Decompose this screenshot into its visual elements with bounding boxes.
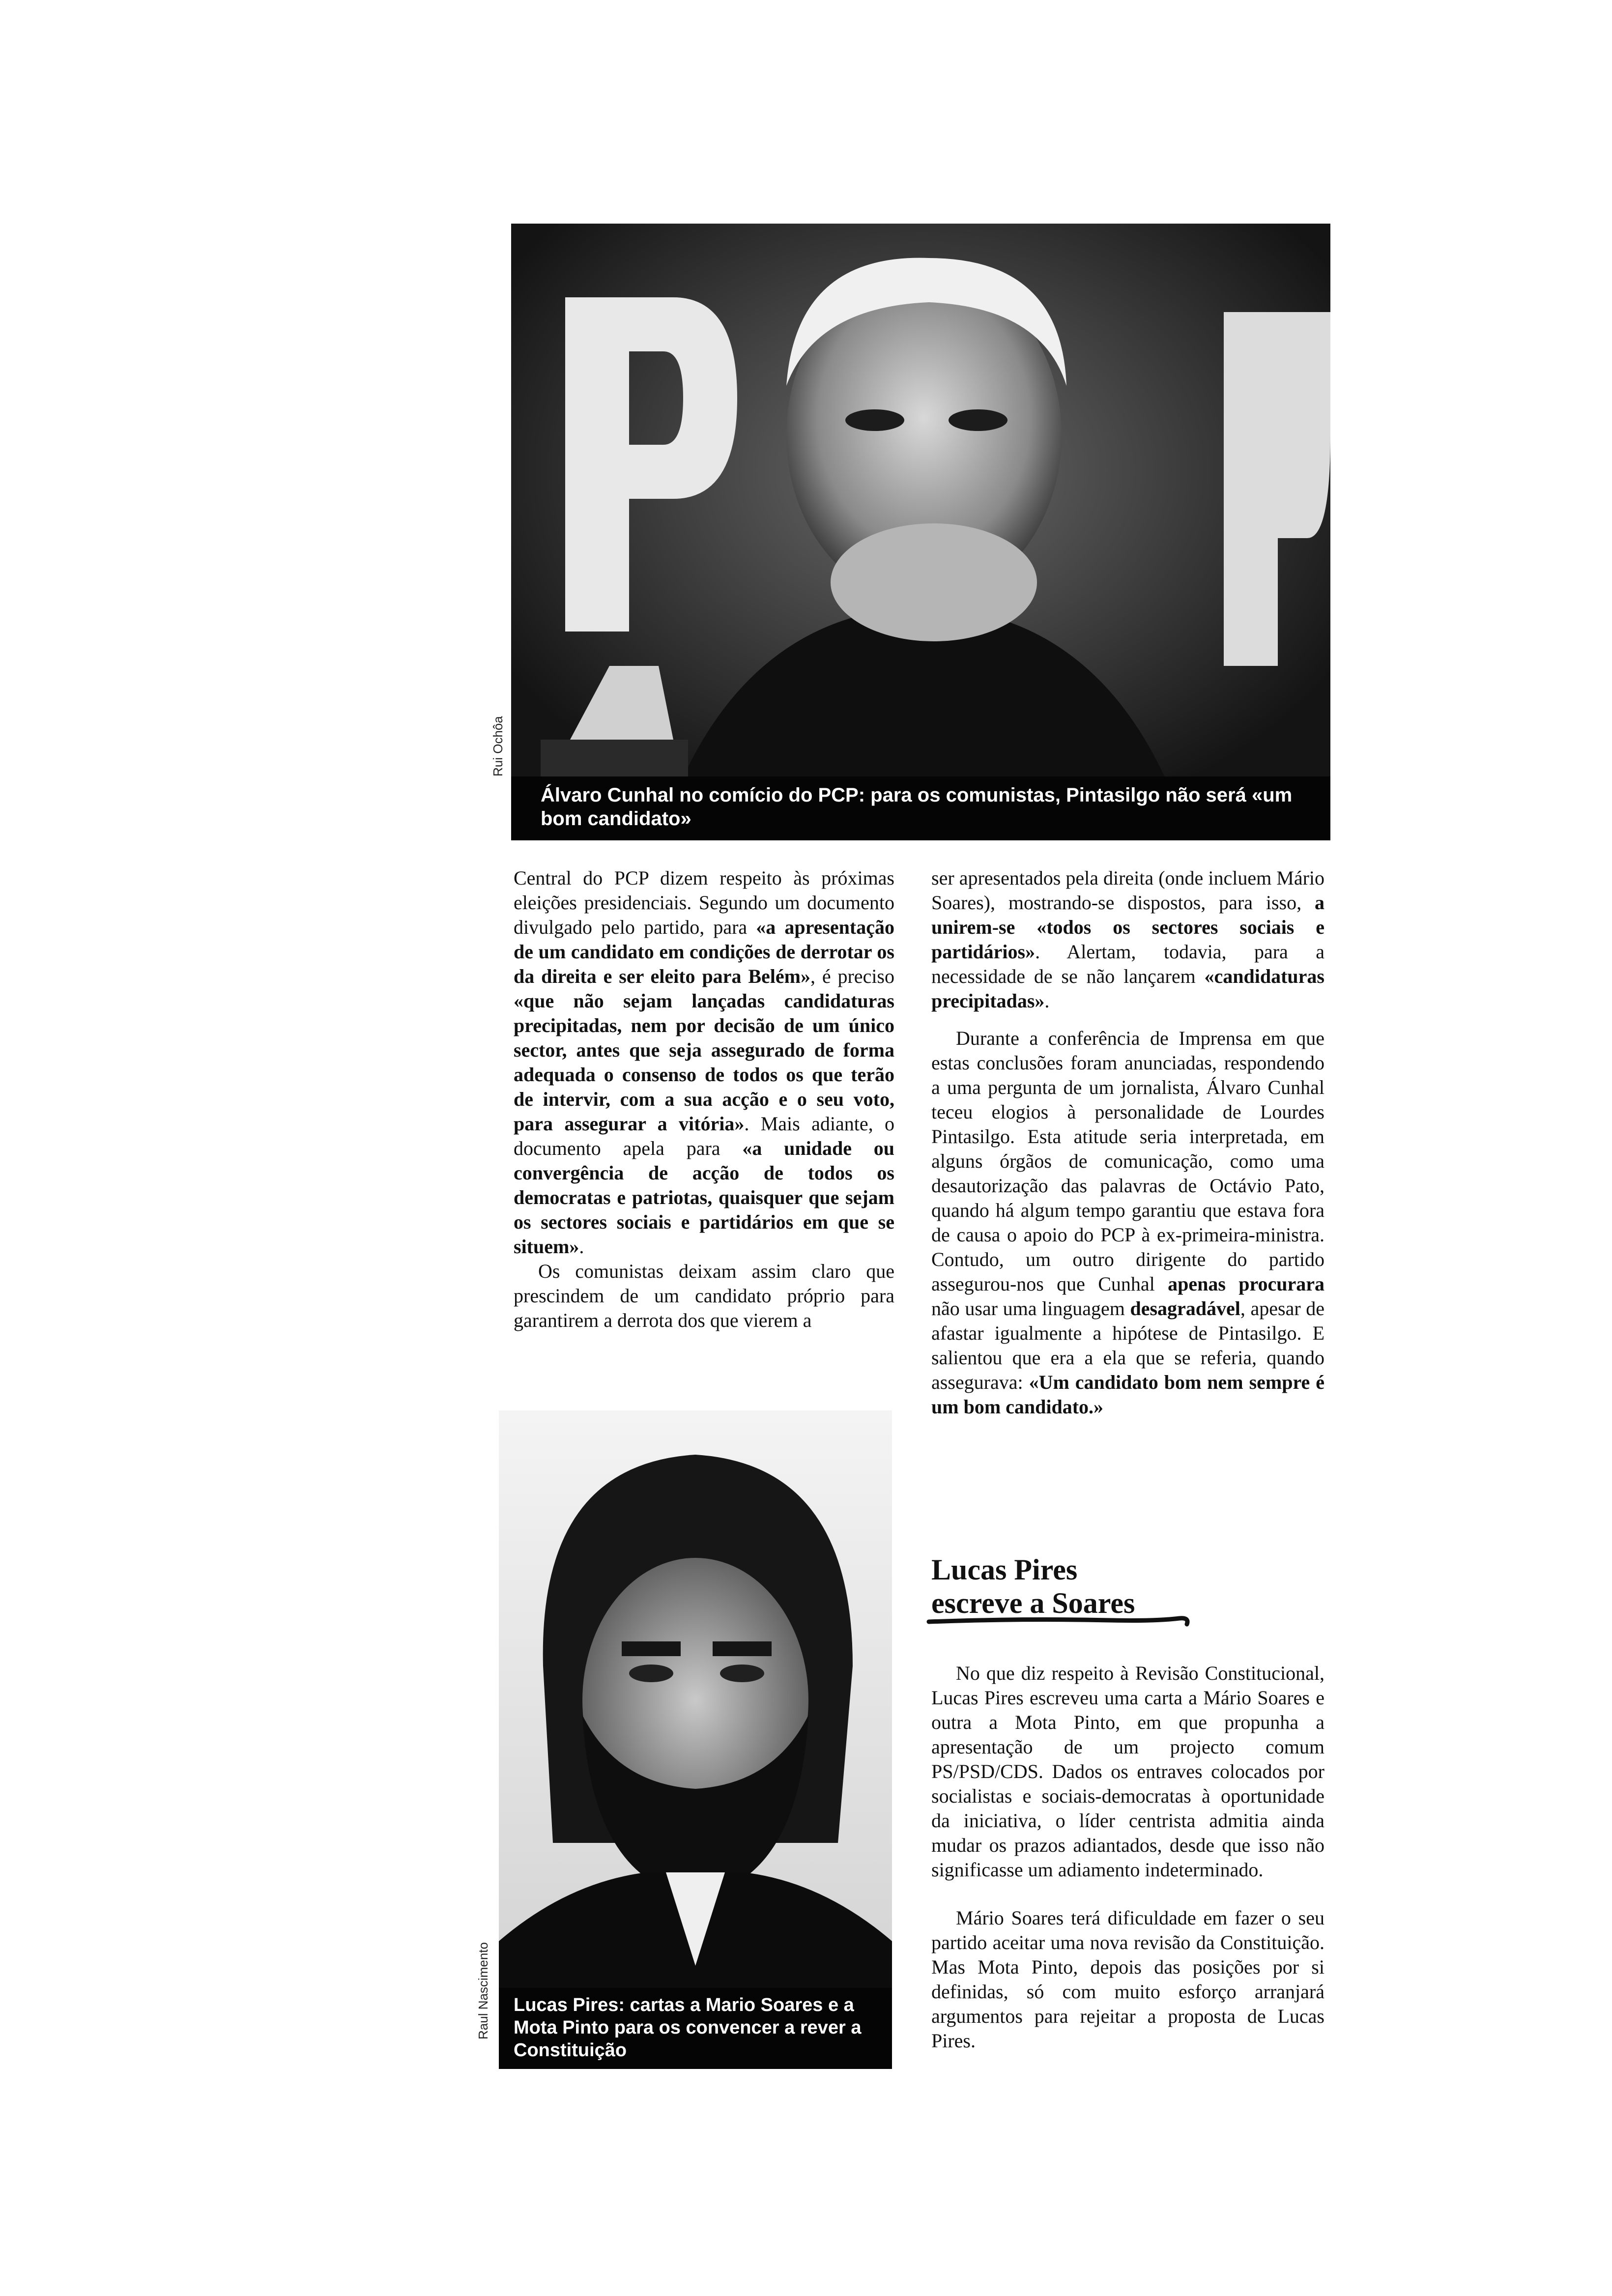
- col2-text-1: ser apresentados pela direita (onde incluem Mário Soares), mostrando-se dispostos, para isso,: [931, 867, 1324, 914]
- photo-cunhal-image: [511, 224, 1330, 840]
- subhead-line-1: Lucas Pires: [931, 1553, 1078, 1586]
- photo-cunhal-caption: [511, 776, 1330, 840]
- col1-text-2: , é preciso: [810, 965, 894, 987]
- col2-text-6: , apesar de afastar igualmente a hipótese de Pintasilgo. E salientou que era a ela que se referia, quando assegurava:: [931, 1297, 1325, 1393]
- col2-text-2: . Alertam, todavia, para a necessidade de se não lançarem: [931, 941, 1324, 987]
- article-column-2: [931, 866, 1324, 1419]
- col2-quote-2: «candidaturas precipitadas»: [931, 965, 1324, 1012]
- col2-paragraph-3: No que diz respeito à Revisão Constitucional, Lucas Pires escreveu uma carta a Mário Soares e outra a Mota Pinto, em que propunha a apresentação de um projecto comum PS/PSD/CDS. Dados os entraves colocados por socialistas e sociais-democratas à oportunidade da iniciativa, o líder centrista admitia ainda mudar os prazos adiantados, desde que isso não significasse um adiamento indeterminado.: [931, 1662, 1324, 1881]
- col1-text-3: . Mais adiante, o documento apela para: [514, 1113, 894, 1159]
- col2-quote-4: desagradável: [1130, 1297, 1240, 1320]
- article-column-1: [514, 866, 894, 1333]
- col1-quote-1: «a apresentação de um candidato em condições de derrotar os da direita e ser eleito para Belém»: [514, 916, 895, 987]
- article-column-2-continued: [931, 1661, 1324, 2053]
- col2-quote-3: apenas procurara: [1168, 1273, 1324, 1295]
- subhead-underline: [924, 1605, 1199, 1634]
- col1-text-1: Central do PCP dizem respeito às próximas eleições presidenciais. Segundo um documento divulgado pelo partido, para: [514, 867, 894, 938]
- photo-pires-caption: [499, 1988, 892, 2069]
- subhead-line-2: escreve a Soares: [931, 1587, 1135, 1619]
- photo-pires-image: [499, 1410, 892, 2069]
- col1-quote-2: «que não sejam lançadas candidaturas precipitadas, nem por decisão de um único sector, antes que seja assegurado de forma adequada o consenso de todos os que terão de intervir, com a sua acção e o seu voto, para assegurar a vitória»: [514, 990, 894, 1135]
- col1-text-4: .: [579, 1235, 584, 1258]
- col2-paragraph-1: [931, 866, 1324, 1013]
- col2-text-4: Durante a conferência de Imprensa em que estas conclusões foram anunciadas, respondendo a uma pergunta de um jornalista, Álvaro Cunhal teceu elogios à personalidade de Lourdes Pintasilgo. Esta atitude seria interpretada, em alguns órgãos de comunicação, como uma desautorização das palavras de Octávio Pato, quando há algum tempo garantiu que estava fora de causa o apoio do PCP à ex-primeira-ministra. Contudo, um outro dirigente do partido assegurou-nos que Cunhal: [931, 1027, 1324, 1295]
- photo-credit-1: Rui Ochôa: [490, 716, 505, 776]
- caption-text: Lucas Pires: cartas a Mario Soares e a Mota Pinto para os convencer a rever a Constituição: [514, 1995, 862, 2061]
- caption-text: Álvaro Cunhal no comício do PCP: para os comunistas, Pintasilgo não será «um bom candidato»: [541, 784, 1293, 830]
- col2-quote-5: «Um candidato bom nem sempre é um bom candidato.»: [931, 1371, 1324, 1418]
- col1-paragraph-1: [514, 866, 894, 1259]
- col2-text-5: não usar uma linguagem: [931, 1297, 1130, 1320]
- col2-paragraph-4: Mário Soares terá dificuldade em fazer o seu partido aceitar uma nova revisão da Constituição. Mas Mota Pinto, depois das posições por si definidas, só com muito esforço arranjará argumentos para rejeitar a proposta de Lucas Pires.: [931, 1907, 1324, 2052]
- photo-credit-2: Raul Nascimento: [476, 1942, 490, 2039]
- photo-alvaro-cunhal: [511, 224, 1330, 840]
- photo-lucas-pires: [499, 1410, 892, 2069]
- col1-quote-3: «a unidade ou convergência de acção de todos os democratas e patriotas, quaisquer que sejam os sectores sociais e partidários em que se situem»: [514, 1137, 894, 1258]
- col2-quote-1: a unirem-se «todos os sectores sociais e partidários»: [931, 891, 1324, 963]
- col2-text-3: .: [1044, 990, 1050, 1012]
- col1-paragraph-2: Os comunistas deixam assim claro que prescindem de um candidato próprio para garantirem a derrota dos que vierem a: [514, 1260, 894, 1331]
- col2-paragraph-2: [931, 1026, 1324, 1419]
